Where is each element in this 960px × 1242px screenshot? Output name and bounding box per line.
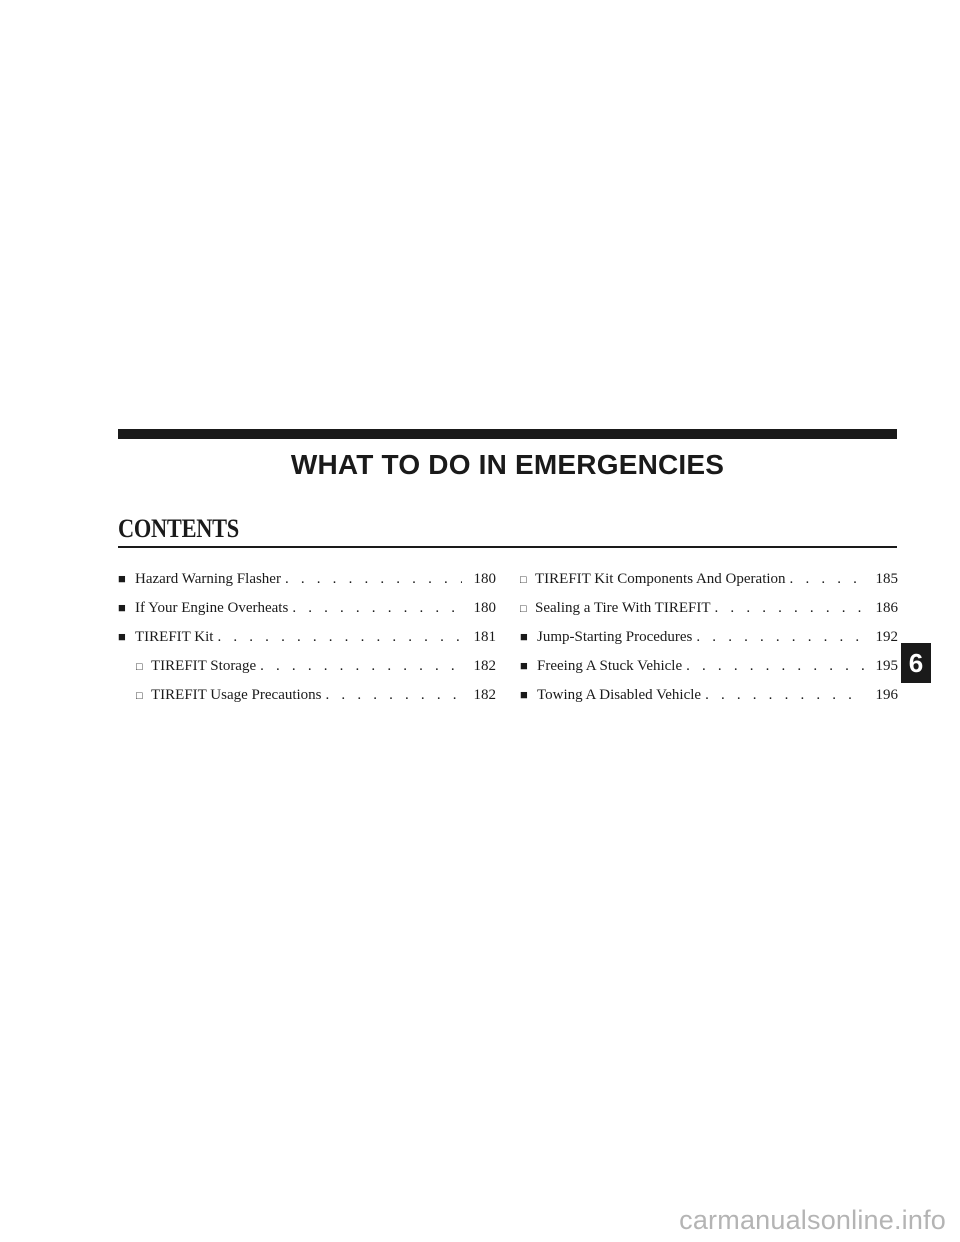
dot-leader — [260, 654, 462, 678]
toc-entry-page: 182 — [473, 687, 496, 703]
dot-leader — [696, 625, 864, 649]
dot-leader — [292, 596, 462, 620]
toc-entry-label: Sealing a Tire With TIREFIT — [535, 600, 711, 616]
chapter-title: WHAT TO DO IN EMERGENCIES — [290, 449, 725, 480]
square-bullet-icon: ■ — [118, 571, 126, 586]
toc-column-left — [118, 567, 496, 712]
dot-leader — [705, 683, 864, 707]
top-rule — [118, 429, 897, 439]
toc-entry-page: 180 — [473, 571, 496, 587]
toc-entry[interactable] — [520, 654, 898, 683]
hollow-square-bullet-icon: □ — [520, 574, 527, 586]
toc-entry-label: Hazard Warning Flasher — [135, 571, 281, 587]
toc-subentry[interactable] — [520, 596, 898, 625]
toc-entry-page: 195 — [875, 658, 898, 674]
toc-entry[interactable] — [520, 683, 898, 712]
toc-entry-page: 192 — [875, 629, 898, 645]
toc-entry-page: 185 — [875, 571, 898, 587]
dot-leader — [217, 625, 462, 649]
toc-entry-page: 186 — [875, 600, 898, 616]
toc-entry-label: TIREFIT Storage — [151, 658, 257, 674]
toc-subentry[interactable] — [520, 567, 898, 596]
dot-leader — [686, 654, 864, 678]
toc-entry-page: 181 — [473, 629, 496, 645]
dot-leader — [715, 596, 864, 620]
toc-entry-label: TIREFIT Kit — [135, 629, 214, 645]
toc-entry-page: 180 — [473, 600, 496, 616]
toc-entry-page: 182 — [473, 658, 496, 674]
square-bullet-icon: ■ — [520, 687, 528, 702]
hollow-square-bullet-icon: □ — [520, 603, 527, 615]
toc-column-right — [520, 567, 898, 712]
hollow-square-bullet-icon: □ — [136, 690, 143, 702]
toc-subentry[interactable] — [118, 654, 496, 683]
toc-entry[interactable] — [118, 596, 496, 625]
contents-rule — [118, 546, 897, 548]
toc-entry-label: TIREFIT Usage Precautions — [151, 687, 322, 703]
square-bullet-icon: ■ — [520, 658, 528, 673]
toc-entry[interactable] — [118, 567, 496, 596]
toc-entry-label: TIREFIT Kit Components And Operation — [535, 571, 786, 587]
toc-entry[interactable] — [520, 625, 898, 654]
dot-leader — [285, 567, 462, 591]
toc-entry-label: If Your Engine Overheats — [135, 600, 289, 616]
toc-entry-label: Jump-Starting Procedures — [537, 629, 693, 645]
square-bullet-icon: ■ — [118, 629, 126, 644]
chapter-tab: 6 — [901, 643, 931, 683]
watermark: carmanualsonline.info — [679, 1205, 946, 1235]
toc-entry-page: 196 — [875, 687, 898, 703]
square-bullet-icon: ■ — [520, 629, 528, 644]
square-bullet-icon: ■ — [118, 600, 126, 615]
toc-entry-label: Freeing A Stuck Vehicle — [537, 658, 683, 674]
contents-heading: CONTENTS — [118, 514, 239, 543]
dot-leader — [790, 567, 864, 591]
toc-subentry[interactable] — [118, 683, 496, 712]
dot-leader — [326, 683, 462, 707]
hollow-square-bullet-icon: □ — [136, 661, 143, 673]
toc-entry[interactable] — [118, 625, 496, 654]
toc-entry-label: Towing A Disabled Vehicle — [537, 687, 702, 703]
